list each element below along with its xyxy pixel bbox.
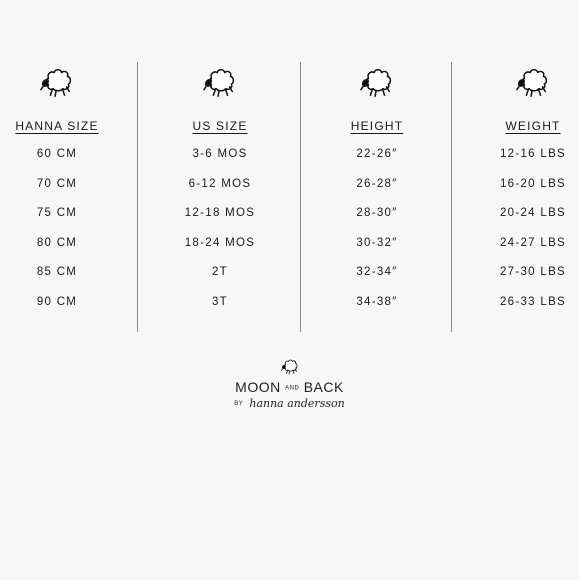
- table-cell: 75 CM: [36, 207, 78, 219]
- column-header: HEIGHT: [350, 119, 404, 133]
- brand-logo: [0, 358, 579, 410]
- sheep-icon: [358, 66, 396, 100]
- table-cell: 12-16 LBS: [499, 148, 567, 160]
- sheep-icon: [38, 66, 76, 100]
- table-cell: 24-27 LBS: [499, 236, 567, 249]
- brand-word-mid: AND: [285, 385, 300, 392]
- table-cell: 60 CM: [36, 148, 78, 160]
- table-cell: 20-24 LBS: [499, 207, 567, 219]
- column-header: US SIZE: [192, 119, 248, 133]
- table-cell: 90 CM: [36, 295, 78, 308]
- brand-word-right: BACK: [303, 379, 344, 395]
- column-header: WEIGHT: [505, 119, 561, 133]
- brand-byline: [0, 397, 579, 410]
- table-cell: 6-12 MOS: [188, 177, 252, 190]
- column-height: [307, 66, 447, 317]
- table-cell: 30-32″: [356, 236, 398, 249]
- sheep-icon: [201, 66, 239, 100]
- column-header: HANNA SIZE: [15, 119, 99, 133]
- table-cell: 27-30 LBS: [499, 266, 567, 278]
- column-weight: [463, 66, 579, 317]
- column-divider: [300, 62, 301, 332]
- table-cell: 34-38″: [356, 295, 398, 308]
- table-cell: 18-24 MOS: [184, 236, 256, 249]
- table-cell: 28-30″: [356, 207, 398, 219]
- column-hanna-size: [0, 66, 127, 317]
- brand-name: [0, 379, 579, 395]
- table-cell: 3-6 MOS: [192, 148, 248, 160]
- table-cell: 16-20 LBS: [499, 177, 567, 190]
- brand-word-left: MOON: [235, 379, 281, 395]
- table-cell: 26-28″: [356, 177, 398, 190]
- column-us-size: [150, 66, 290, 317]
- table-cell: 22-26″: [356, 148, 398, 160]
- table-cell: 26-33 LBS: [499, 295, 567, 308]
- table-cell: 32-34″: [356, 266, 398, 278]
- table-cell: 2T: [211, 266, 229, 278]
- table-cell: 85 CM: [36, 266, 78, 278]
- column-divider: [137, 62, 138, 332]
- brand-signature: hanna andersson: [249, 397, 345, 410]
- sheep-icon: [280, 358, 300, 376]
- table-cell: 80 CM: [36, 236, 78, 249]
- table-cell: 70 CM: [36, 177, 78, 190]
- column-divider: [451, 62, 452, 332]
- sheep-icon: [514, 66, 552, 100]
- table-cell: 12-18 MOS: [184, 207, 256, 219]
- table-cell: 3T: [211, 295, 229, 308]
- brand-by: BY: [234, 401, 244, 408]
